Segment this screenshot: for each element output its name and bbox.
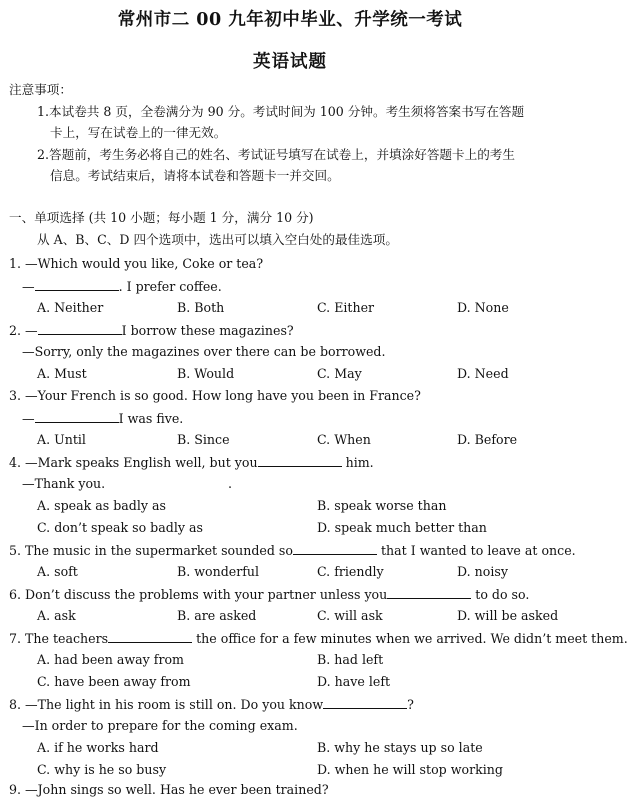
question-3-line-2: — I was five.: [22, 411, 184, 426]
question-3-option-d: D. Before: [457, 432, 518, 447]
stray-dot: .: [228, 476, 233, 491]
question-4-option-b: B. speak worse than: [317, 498, 447, 513]
question-6-option-c: C. will ask: [317, 608, 383, 623]
question-5-option-a: A. soft: [37, 564, 78, 579]
question-4-stem: 4. —Mark speaks English well, but you him.: [9, 455, 374, 470]
section-instruction: 从 A、B、C、D 四个选项中，选出可以填入空白处的最佳选项。: [37, 232, 398, 247]
question-1-line-2: — . I prefer coffee.: [22, 279, 222, 294]
question-6-option-d: D. will be asked: [457, 608, 559, 623]
note-2-line-2: 信息。考试结束后，请将本试卷和答题卡一并交回。: [50, 168, 340, 183]
question-4-option-d: D. speak much better than: [317, 520, 487, 535]
question-5-option-c: C. friendly: [317, 564, 384, 579]
answer-blank: [35, 278, 119, 291]
question-8-line-2: —In order to prepare for the coming exam.: [22, 718, 298, 733]
note-1-line-2: 卡上，写在试卷上的一律无效。: [50, 125, 227, 140]
question-4-line-2: —Thank you.: [22, 476, 106, 491]
question-1-stem: 1. —Which would you like, Coke or tea?: [9, 256, 264, 271]
question-2-line-2: —Sorry, only the magazines over there can be borrowed.: [22, 344, 386, 359]
question-2-option-c: C. May: [317, 366, 362, 381]
exam-subtitle: 英语试题: [253, 52, 327, 72]
question-1-option-b: B. Both: [177, 300, 225, 315]
question-1-option-a: A. Neither: [37, 300, 104, 315]
question-2-option-d: D. Need: [457, 366, 509, 381]
question-4-option-c: C. don’t speak so badly as: [37, 520, 203, 535]
question-2-option-b: B. Would: [177, 366, 235, 381]
answer-blank: [387, 586, 471, 599]
answer-blank: [293, 542, 377, 555]
question-1-option-c: C. Either: [317, 300, 375, 315]
question-2-option-a: A. Must: [37, 366, 87, 381]
question-7-option-a: A. had been away from: [37, 652, 184, 667]
answer-blank: [323, 696, 407, 709]
question-7-option-c: C. have been away from: [37, 674, 191, 689]
question-5-stem: 5. The music in the supermarket sounded so that I wanted to leave at once.: [9, 543, 576, 558]
question-8-stem: 8. —The light in his room is still on. Do you know ?: [9, 697, 414, 712]
question-3-option-b: B. Since: [177, 432, 230, 447]
note-2-line-1: 2.答题前，考生务必将自己的姓名、考试证号填写在试卷上，并填涂好答题卡上的考生: [37, 147, 515, 162]
answer-blank: [258, 454, 342, 467]
question-7-option-b: B. had left: [317, 652, 384, 667]
notes-heading: 注意事项：: [9, 82, 72, 97]
exam-title: 常州市二 00 九年初中毕业、升学统一考试: [117, 10, 463, 30]
question-2-stem: 2. — I borrow these magazines?: [9, 323, 294, 338]
note-1-line-1: 1.本试卷共 8 页，全卷满分为 90 分。考试时间为 100 分钟。考生须将答案书写在答题: [37, 104, 525, 119]
question-5-option-b: B. wonderful: [177, 564, 260, 579]
question-3-stem: 3. —Your French is so good. How long have you been in France?: [9, 388, 421, 403]
question-7-stem: 7. The teachers the office for a few minutes when we arrived. We didn’t meet them.: [9, 631, 628, 646]
answer-blank: [35, 410, 119, 423]
question-1-option-d: D. None: [457, 300, 509, 315]
section-heading: 一、单项选择 (共 10 小题；每小题 1 分，满分 10 分): [9, 210, 314, 225]
question-5-option-d: D. noisy: [457, 564, 508, 579]
answer-blank: [108, 630, 192, 643]
question-8-option-b: B. why he stays up so late: [317, 740, 483, 755]
question-4-option-a: A. speak as badly as: [37, 498, 166, 513]
question-7-option-d: D. have left: [317, 674, 391, 689]
question-9-stem: 9. —John sings so well. Has he ever been trained?: [9, 782, 329, 797]
question-6-stem: 6. Don’t discuss the problems with your partner unless you to do so.: [9, 587, 530, 602]
answer-blank: [38, 322, 122, 335]
question-8-option-a: A. if he works hard: [37, 740, 159, 755]
question-6-option-a: A. ask: [37, 608, 76, 623]
question-8-option-c: C. why is he so busy: [37, 762, 167, 777]
question-6-option-b: B. are asked: [177, 608, 257, 623]
question-8-option-d: D. when he will stop working: [317, 762, 503, 777]
question-3-option-a: A. Until: [37, 432, 86, 447]
question-3-option-c: C. When: [317, 432, 371, 447]
